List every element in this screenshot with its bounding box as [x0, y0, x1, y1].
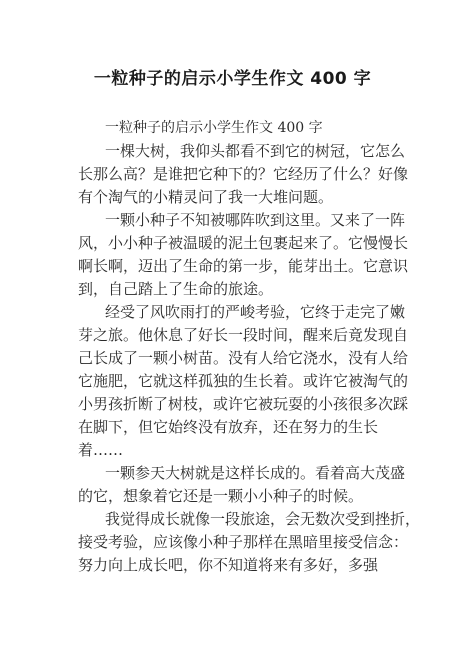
paragraph-line: 经受了风吹雨打的严峻考验，它终于走完了嫩 — [105, 303, 406, 321]
paragraph-line: 啊长啊，迈出了生命的第一步，能芽出土。它意识 — [78, 257, 409, 275]
paragraph-line: 接受考验，应该像小种子那样在黑暗里接受信念： — [78, 533, 409, 551]
paragraph-line: 到，自己踏上了生命的旅途。 — [78, 280, 274, 298]
paragraph-line: 一颗参天大树就是这样长成的。看着高大茂盛 — [105, 464, 406, 482]
paragraph-line: 一颗小种子不知被哪阵吹到这里。又来了一阵 — [105, 211, 406, 229]
paragraph-line: 长那么高？是谁把它种下的？它经历了什么？好像 — [78, 165, 409, 183]
document-body — [78, 117, 421, 577]
paragraph-line: 着…… — [78, 441, 124, 459]
paragraph-line: 芽之旅。他休息了好长一段时间，醒来后竟发现自 — [78, 326, 409, 344]
paragraph-line: 小男孩折断了树枝，或许它被玩耍的小孩很多次踩 — [78, 395, 409, 413]
paragraph-line: 它施肥，它就这样孤独的生长着。或许它被淘气的 — [78, 372, 409, 390]
paragraph-line: 风，小小种子被温暖的泥土包裹起来了。它慢慢长 — [78, 234, 409, 252]
paragraph-line: 在脚下，但它始终没有放弃，还在努力的生长 — [78, 418, 379, 436]
document-title: 一粒种子的启示小学生作文 400 字 — [93, 69, 372, 89]
paragraph-line: 努力向上成长吧，你不知道将来有多好，多强 — [78, 556, 379, 574]
paragraph-line: 我觉得成长就像一段旅途，会无数次受到挫折， — [105, 510, 421, 528]
paragraph-line: 一棵大树，我仰头都看不到它的树冠，它怎么 — [105, 142, 406, 160]
paragraph-line: 的它，想象着它还是一颗小小种子的时候。 — [78, 487, 364, 505]
paragraph-line: 己长成了一颗小树苗。没有人给它浇水，没有人给 — [78, 349, 409, 367]
article-subtitle: 一粒种子的启示小学生作文 400 字 — [105, 120, 323, 136]
paragraph-line: 有个淘气的小精灵问了我一大堆问题。 — [78, 188, 334, 206]
